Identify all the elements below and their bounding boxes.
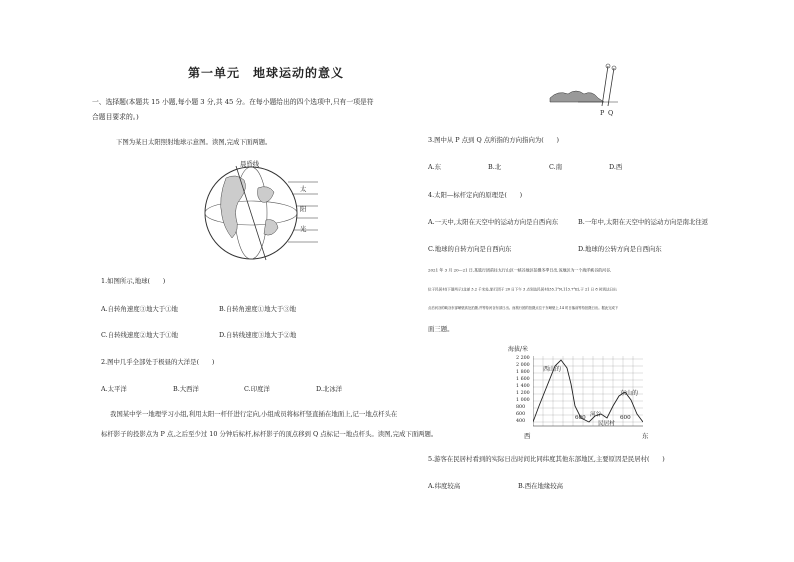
ray-label-2: 阳 bbox=[300, 205, 307, 213]
terrain-shape bbox=[550, 91, 604, 102]
q4-stem: 4.太阳—标杆定向的原理是( ) bbox=[428, 191, 523, 199]
intro-text-1: 下图为某日太阳照射地球示意图。读图,完成下面两题。 bbox=[116, 138, 272, 146]
globe-figure bbox=[196, 158, 326, 268]
profile-tick: 800 bbox=[516, 405, 526, 410]
q3-option-d: D.西 bbox=[609, 163, 623, 171]
profile-y-label: 海拔/米 bbox=[508, 346, 529, 353]
q2-option-a: A.太平洋 bbox=[101, 385, 127, 393]
q5-option-b: B.西在地缘较高 bbox=[518, 482, 564, 490]
sun-direction-line bbox=[602, 66, 608, 106]
sun-direction-line bbox=[608, 68, 614, 106]
west-peak-label: 西山的 bbox=[543, 366, 562, 373]
intro-text-2-line2: 标杆影子的投影点为 P 点,之后至少过 10 分钟后标杆,标杆影子的顶点移到 Q 点标记一地点杆头。读图,完成下面两题。 bbox=[101, 430, 438, 438]
point-q-label: Q bbox=[608, 109, 614, 117]
q5-stem: 5.游客在民居村看到的实际日出时间比同纬度其他东部地区,主要原因是民居村( ) bbox=[428, 455, 665, 463]
profile-tick: 400 bbox=[516, 419, 526, 424]
profile-small-value: 600 bbox=[620, 415, 631, 421]
east-direction-label: 东 bbox=[642, 432, 649, 440]
q2-stem: 2.图中几乎全部处于极昼的大洋是( ) bbox=[101, 358, 215, 366]
continent-shape bbox=[264, 220, 278, 235]
q3-stem: 3.图中从 P 点到 Q 点所指的方向指向为( ) bbox=[428, 136, 559, 144]
page-title: 第一单元 地球运动的意义 bbox=[188, 66, 345, 80]
west-direction-label: 西 bbox=[524, 432, 531, 440]
q1-option-b: B.自转角速度①地大于③地 bbox=[219, 305, 297, 313]
passage-line2: 位于民居村(下图所示)北部 3.2 千米处,旅行团于 20 日下午 3 点到达民居村(35.1°N,113.7°E),于 21 日 8 时到达日出 bbox=[428, 287, 617, 292]
profile-tick-list bbox=[516, 356, 532, 426]
profile-tick: 2 200 bbox=[516, 356, 530, 361]
q1-stem: 1.如图所示,地球( ) bbox=[101, 277, 166, 285]
terminator-label: 晨昏线 bbox=[240, 160, 260, 168]
q2-option-d: D.北冰洋 bbox=[316, 385, 343, 393]
profile-tick: 1 000 bbox=[516, 398, 530, 403]
section-instructions-line2: 合题目要求的。) bbox=[92, 113, 139, 121]
intro-text-2-line1: 我国某中学一地理学习小组,利用太阳一杆仟进行定向,小组成员将标杆竖直插在地面上,记一地点杆头在 bbox=[110, 410, 398, 418]
valley-label: 河谷 bbox=[590, 412, 602, 418]
q3-option-c: C.南 bbox=[549, 163, 563, 171]
passage-line4: 面三题。 bbox=[428, 325, 454, 333]
q2-option-c: C.印度洋 bbox=[244, 385, 270, 393]
profile-tick: 600 bbox=[516, 412, 526, 417]
profile-tick: 1 800 bbox=[516, 370, 530, 375]
q1-option-d: D.自转线速度③地大于②地 bbox=[219, 331, 297, 339]
passage-line3: 点后河谷的峡谷东部峭壁高处拍摄,并等待河谷东部日出。而旅行团的拍摄点位于东峭壁上,14 时日落前等待拍摄日出。据此完成下 bbox=[428, 306, 619, 311]
section-instructions-line1: 一、选择题(本题共 15 小题,每小题 3 分,共 45 分。在每小题给出的四个选项中,只有一项是符 bbox=[92, 98, 374, 106]
village-label: 民居村 bbox=[598, 421, 615, 427]
passage-line1: 2021 年 3 月 20—21 日,某旅行团前往太行山区一峡谷地区拍摄冬季日出,该地区为一个海洋峡谷的河谷, bbox=[428, 268, 612, 273]
q4-option-b: B.一年中,太阳在天空中的运动方向是南北往返 bbox=[578, 218, 709, 226]
q4-option-a: A.一天中,太阳在天空中的运动方向是自西向东 bbox=[428, 218, 559, 226]
profile-tick: 2 000 bbox=[516, 363, 530, 368]
q3-option-a: A.东 bbox=[428, 163, 442, 171]
east-peak-label: 东山的 bbox=[620, 390, 639, 397]
q5-option-a: A.纬度较高 bbox=[428, 482, 461, 490]
profile-small-value: 600 bbox=[575, 415, 586, 421]
q1-option-c: C.自转线速度②地大于①地 bbox=[101, 331, 178, 339]
ray-label-1: 太 bbox=[300, 185, 307, 193]
continent-shape bbox=[258, 187, 275, 203]
q4-option-d: D.地球的公转方向是自西向东 bbox=[578, 245, 662, 253]
ray-label-3: 光 bbox=[300, 225, 307, 233]
q1-option-a: A.自转角速度③地大于①地 bbox=[101, 305, 178, 313]
terminator-line bbox=[236, 166, 266, 260]
q4-option-c: C.地球的自转方向是自西向东 bbox=[428, 245, 512, 253]
point-p-label: P bbox=[600, 109, 605, 117]
q3-option-b: B.北 bbox=[488, 163, 502, 171]
q2-option-b: B.大西洋 bbox=[173, 385, 199, 393]
profile-tick: 1 400 bbox=[516, 384, 530, 389]
profile-tick: 1 600 bbox=[516, 377, 530, 382]
profile-tick: 1 200 bbox=[516, 391, 530, 396]
